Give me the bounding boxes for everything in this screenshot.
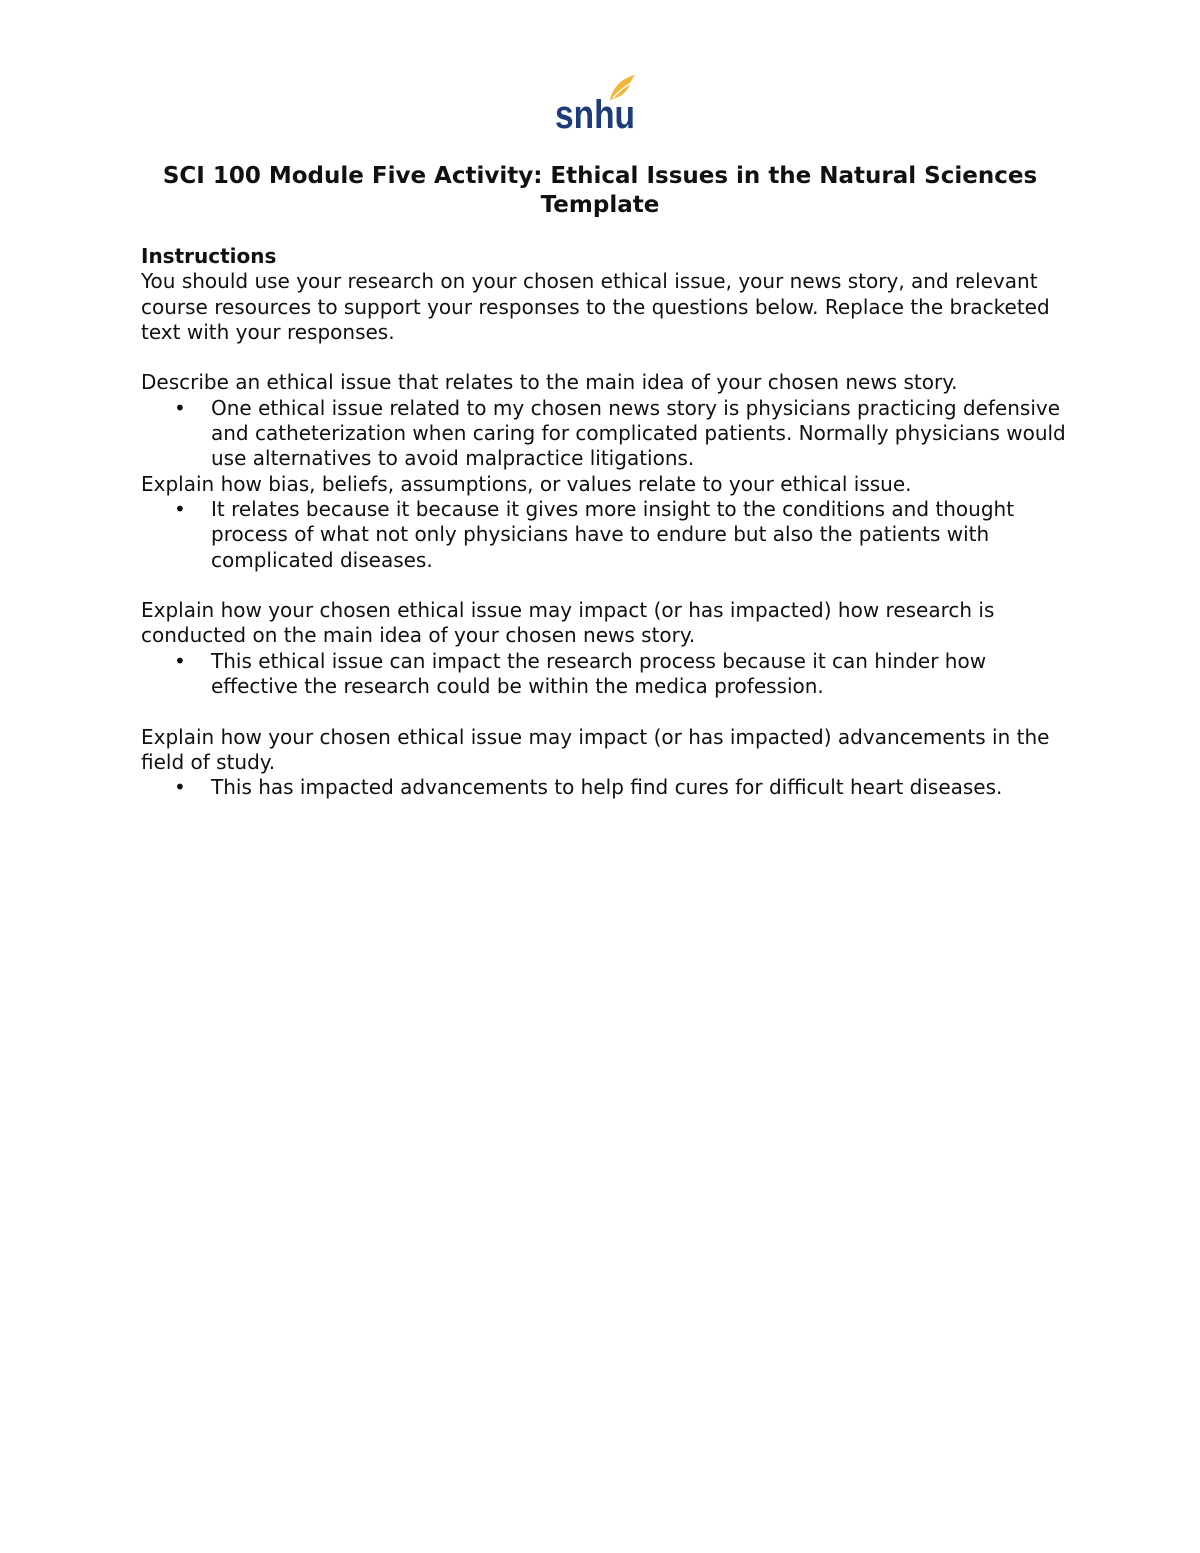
response-item: • This ethical issue can impact the research process because it can hinder how effective the research could be within the medica profession. xyxy=(211,649,1066,700)
response-list xyxy=(141,649,1066,700)
spacer xyxy=(141,345,1066,370)
response-list xyxy=(141,497,1066,573)
section-prompt: Explain how your chosen ethical issue may impact (or has impacted) how research is conducted on the main idea of your chosen news story. xyxy=(141,598,995,648)
instructions-heading: Instructions xyxy=(141,244,277,268)
section-prompt: Describe an ethical issue that relates to the main idea of your chosen news story. xyxy=(141,370,958,395)
section-prompt: Explain how bias, beliefs, assumptions, or values relate to your ethical issue. xyxy=(141,471,912,496)
document-body xyxy=(141,244,1066,801)
instructions-text: You should use your research on your chosen ethical issue, your news story, and relevant course resources to support your responses to the questions below. Replace the bracketed text with your responses. xyxy=(141,269,1050,344)
section-prompt: Explain how your chosen ethical issue may impact (or has impacted) advancements in the field of study. xyxy=(141,724,1050,774)
spacer xyxy=(141,573,1066,598)
logo-wordmark: snhu xyxy=(555,93,635,134)
response-item: • It relates because it because it gives more insight to the conditions and thought process of what not only physicians have to endure but also the patients with complicated diseases. xyxy=(211,497,1066,573)
response-list xyxy=(141,775,1066,800)
response-list xyxy=(141,396,1066,472)
response-item: • This has impacted advancements to help find cures for difficult heart diseases. xyxy=(211,775,1066,800)
spacer xyxy=(141,699,1066,724)
snhu-logo-icon xyxy=(553,72,643,134)
page-title: SCI 100 Module Five Activity: Ethical Issues in the Natural Sciences Template xyxy=(162,163,1038,218)
response-item: • One ethical issue related to my chosen news story is physicians practicing defensive and catheterization when caring for complicated patients. Normally physicians would use alternatives to avoid malpractice litigations. xyxy=(211,396,1066,472)
